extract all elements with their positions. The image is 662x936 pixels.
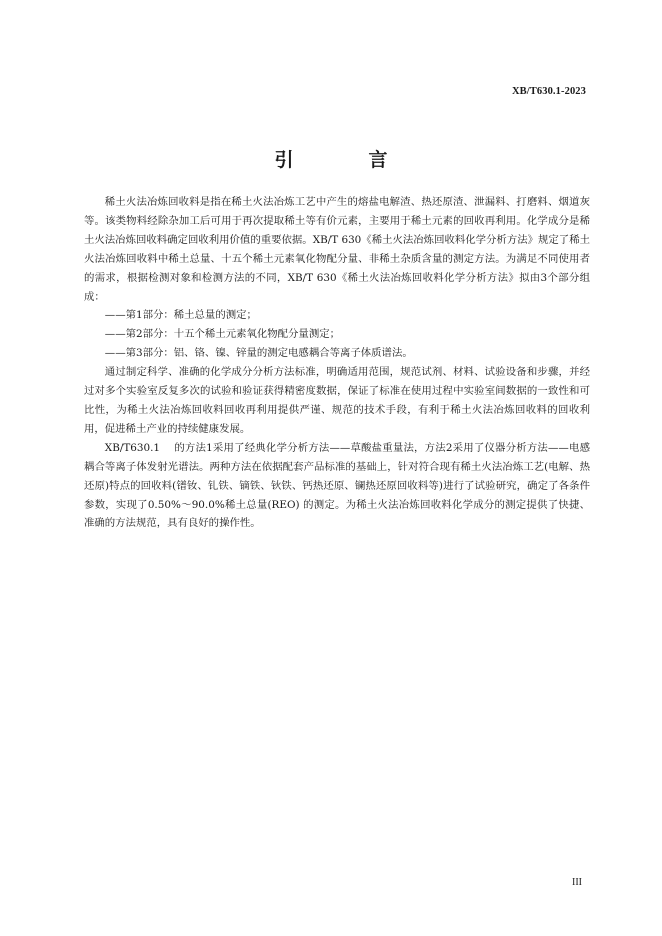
introduction-body	[84, 193, 590, 533]
list-item-part-3: ——第3部分：铝、铬、镍、锌量的测定电感耦合等离子体质谱法。	[104, 347, 413, 360]
list-item-part-1: ——第1部分：稀土总量的测定；	[104, 309, 257, 322]
paragraph-purpose: 通过制定科学、准确的化学成分分析方法标准，明确适用范围，规范试剂、材料、试验设备和步骤，并经过对多个实验室反复多次的试验和验证获得精密度数据，保证了标准在使用过程中实验室间数据的一致性和可比性，为稀土火法冶炼回收料回收再利用提供严谨、规范的技术手段，有利于稀土火法冶炼回收料的回收利用，促进稀土产业的持续健康发展。	[84, 366, 590, 435]
page-number: III	[572, 877, 582, 888]
paragraph-intro: 稀土火法冶炼回收料是指在稀土火法冶炼工艺中产生的熔盐电解渣、热还原渣、泄漏料、打磨料、烟道灰等。该类物料经除杂加工后可用于再次提取稀土等有价元素，主要用于稀土元素的回收再利用。化学成分是稀土火法冶炼回收料确定回收利用价值的重要依据。XB/T 630《稀土火法冶炼回收料化学分析方法》规定了稀土火法冶炼回收料中稀土总量、十五个稀土元素氧化物配分量、非稀土杂质含量的测定方法。为满足不同使用者的需求，根据检测对象和检测方法的不同，XB/T 630《稀土火法冶炼回收料化学分析方法》拟由3个部分组成：	[84, 196, 590, 303]
page-title: 引 言	[274, 149, 416, 171]
list-item-part-2: ——第2部分：十五个稀土元素氧化物配分量测定；	[104, 328, 340, 341]
standard-code: XB/T630.1-2023	[511, 86, 586, 97]
paragraph-methods: XB/T630.1 的方法1采用了经典化学分析方法——草酸盐重量法，方法2采用了仪器分析方法——电感耦合等离子体发射光谱法。两种方法在依据配套产品标准的基础上，针对符合现有稀土火法冶炼工艺(电解、热还原)特点的回收料(镨钕、钆铁、镝铁、钬铁、钙热还原、镧热还原回收料等)进行了试验研究，确定了各条件参数，实现了0.50%～90.0%稀土总量(REO) 的测定。为稀土火法冶炼回收料化学成分的测定提供了快捷、准确的方法规范，具有良好的操作性。	[84, 441, 590, 530]
